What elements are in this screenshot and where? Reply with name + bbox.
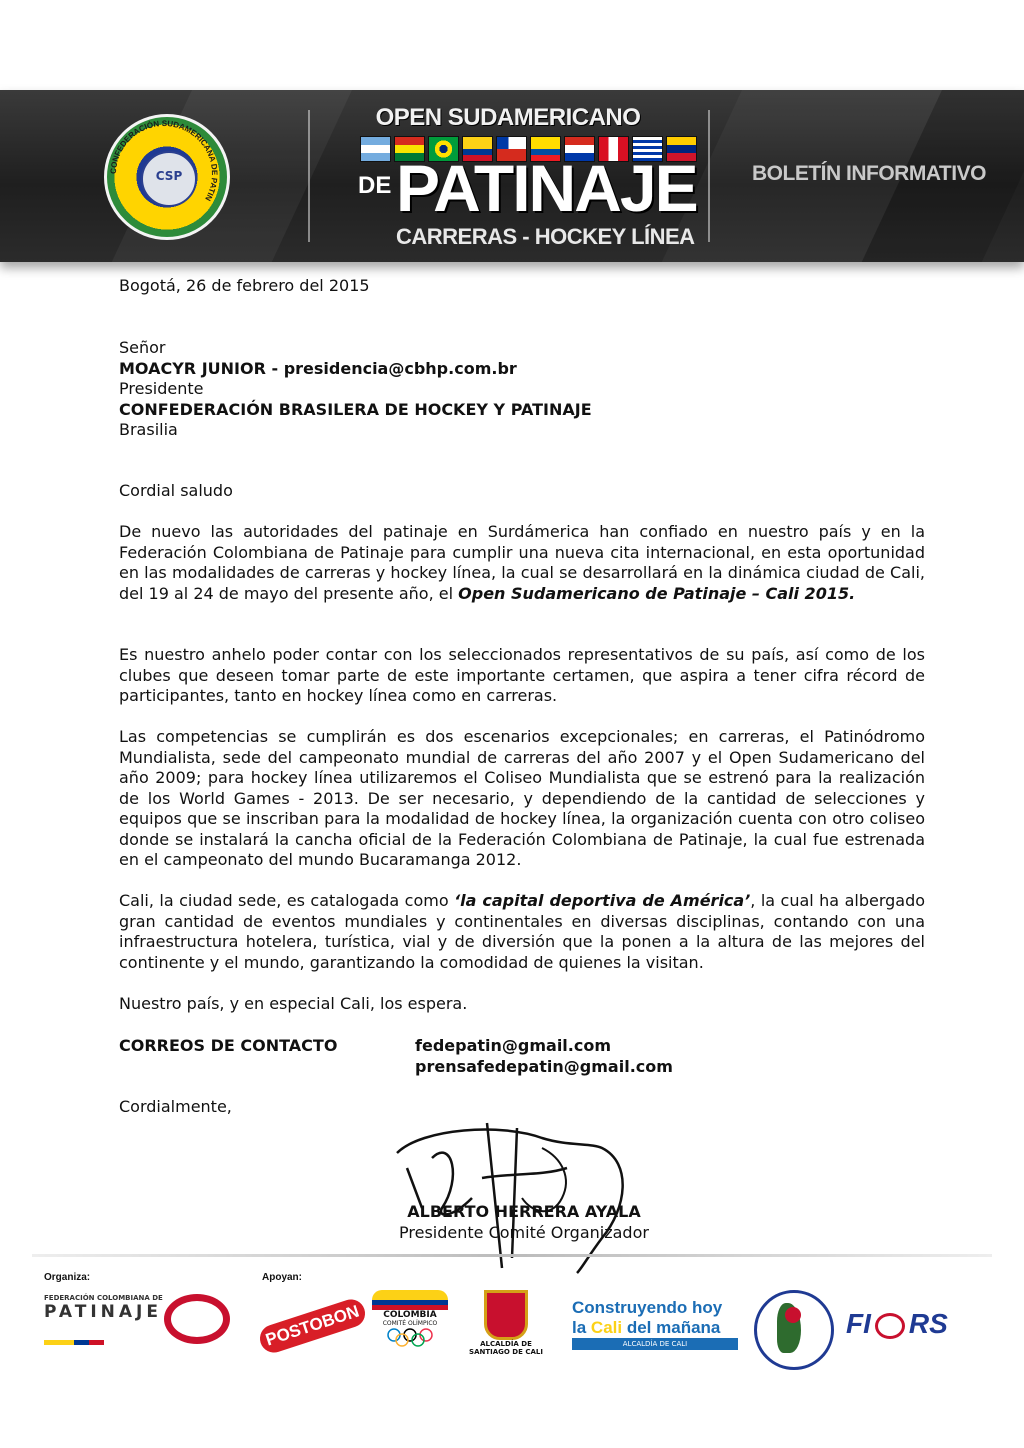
flag-argentina <box>360 136 391 162</box>
contact-email-2[interactable]: prensafedepatin@gmail.com <box>415 1056 673 1076</box>
cali-slogan-line1: Construyendo hoy <box>572 1298 723 1317</box>
date-line: Bogotá, 26 de febrero del 2015 <box>119 276 370 295</box>
colombia-olympic-logo <box>372 1290 448 1370</box>
banner-divider-left <box>308 110 310 242</box>
organiza-label: Organiza: <box>44 1272 91 1283</box>
paragraph-4-start: Cali, la ciudad sede, es catalogada como <box>119 891 455 910</box>
apoyan-label: Apoyan: <box>262 1272 302 1283</box>
closing: Cordialmente, <box>119 1097 232 1116</box>
federation-logo <box>44 1294 234 1354</box>
banner-divider-right <box>708 110 710 242</box>
seal-center-text: CSP <box>155 169 183 183</box>
cali-slogan-manana: del mañana <box>626 1318 721 1337</box>
postobon-text: POSTOBON <box>256 1296 368 1356</box>
banner-title-sub: CARRERAS - HOCKEY LÍNEA <box>396 224 695 249</box>
paragraph-1-text: De nuevo las autoridades del patinaje en Surdámerica han confiado en nuestro país y en la Federación Colombiana de Patinaje para cumplir una nueva cita internacional, en esta oportunidad en las modalidades de carreras y hockey línea, la cual se desarrollará en la dinámica ciudad de Cali, del 19 al 24 de mayo del presente año, el <box>119 522 925 603</box>
banner-title-main: PATINAJE <box>396 151 697 225</box>
salutation-title: Señor <box>119 338 166 357</box>
recipient-city: Brasilia <box>119 420 178 439</box>
paragraph-4 <box>119 891 925 973</box>
contact-emails <box>415 1036 735 1077</box>
paragraph-4-end: , la cual ha albergado gran cantidad de eventos mundiales y continentales en diversas disciplinas, contando con una infraestructura hotelera, turística, vial y de diversión que la ponen a la altura de las mejores del continente y el mundo, garantizando la comodidad de quienes la visitan. <box>119 891 926 972</box>
comite-olimpico-text: COMITÉ OLÍMPICO <box>382 1320 438 1327</box>
federation-logo-text: PATINAJE <box>44 1302 162 1322</box>
alcaldia-text-2: SANTIAGO DE CALI <box>469 1348 543 1356</box>
paragraph-2-text: Es nuestro anhelo poder contar con los seleccionados representativos de su país, así como de los clubes que deseen tomar parte de este importante certamen, que aspira a tener cifra récord de participantes, tanto en hockey línea como en carreras. <box>119 645 925 705</box>
postobon-logo <box>258 1298 362 1360</box>
cali-construyendo-logo <box>572 1298 738 1360</box>
banner-title-de: DE <box>358 172 392 199</box>
contact-email-1[interactable]: fedepatin@gmail.com <box>415 1036 612 1055</box>
recipient-role: Presidente <box>119 379 204 398</box>
firs-logo <box>846 1308 986 1344</box>
signer-title: Presidente Comité Organizador <box>399 1223 649 1242</box>
paragraph-3 <box>119 727 925 871</box>
cali-slogan-cali: Cali <box>590 1318 623 1337</box>
bulletin-label: BOLETÍN INFORMATIVO <box>752 162 986 185</box>
firs-right: RS <box>908 1308 948 1339</box>
cali-slogan-band: ALCALDÍA DE CALI <box>572 1338 738 1350</box>
capital-deportiva-quote: ‘la capital deportiva de América’ <box>454 891 751 910</box>
federation-logo-small-text: FEDERACIÓN COLOMBIANA DE <box>44 1294 163 1302</box>
event-name: Open Sudamericano de Patinaje – Cali 2015. <box>458 583 856 603</box>
recipient-name-email: MOACYR JUNIOR - presidencia@cbhp.com.br <box>119 358 517 378</box>
seal-globe <box>141 151 197 207</box>
recipient-organization: CONFEDERACIÓN BRASILERA DE HOCKEY Y PATINAJE <box>119 399 592 419</box>
paragraph-2 <box>119 645 925 707</box>
footer-divider <box>32 1254 992 1257</box>
olympic-rings-icon <box>385 1327 435 1347</box>
signer-name: ALBERTO HERRERA AYALA <box>407 1202 641 1221</box>
signer-block <box>394 1201 654 1243</box>
recipient-block <box>119 338 925 441</box>
coat-of-arms-icon <box>484 1290 528 1340</box>
paragraph-1 <box>119 522 925 604</box>
alcaldia-text-1: ALCALDÍA DE <box>480 1340 532 1348</box>
cali-slogan-la: la <box>572 1318 587 1337</box>
greeting: Cordial saludo <box>119 481 233 500</box>
banner-title-line1: OPEN SUDAMERICANO <box>375 104 641 131</box>
paragraph-3-text: Las competencias se cumplirán es dos escenarios excepcionales; en carreras, el Patinódromo Mundialista, sede del campeonato mundial de carreras del año 2007 y el Open Sudamericano del año 2009; para hockey línea utilizaremos el Coliseo Mundialista que se estrenó para la realización de los World Games - 2013. De ser necesario, y dependiendo de la cantidad de selecciones y equipos que se inscriban para la modalidad de hockey línea, la organización cuenta con otro coliseo donde se instalará la cancha oficial de la Federación Colombiana de Patinaje, la cual fue estrenada en el campeonato del mundo Bucaramanga 2012. <box>119 727 925 869</box>
colombia-text: COLOMBIA <box>383 1310 437 1320</box>
paragraph-5: Nuestro país, y en especial Cali, los espera. <box>119 994 468 1013</box>
header-banner <box>0 90 1024 262</box>
firs-left: FI <box>846 1308 871 1339</box>
svg-text:CONFEDERACIÓN SUDAMERICANA DE: CONFEDERACIÓN SUDAMERICANA DE PATIN <box>108 118 220 203</box>
alcaldia-santiago-logo <box>456 1290 556 1370</box>
americas-globe-logo <box>754 1290 834 1370</box>
contact-label: CORREOS DE CONTACTO <box>119 1036 338 1055</box>
confederation-seal-logo <box>104 114 230 240</box>
sponsors-footer <box>0 1268 1024 1378</box>
